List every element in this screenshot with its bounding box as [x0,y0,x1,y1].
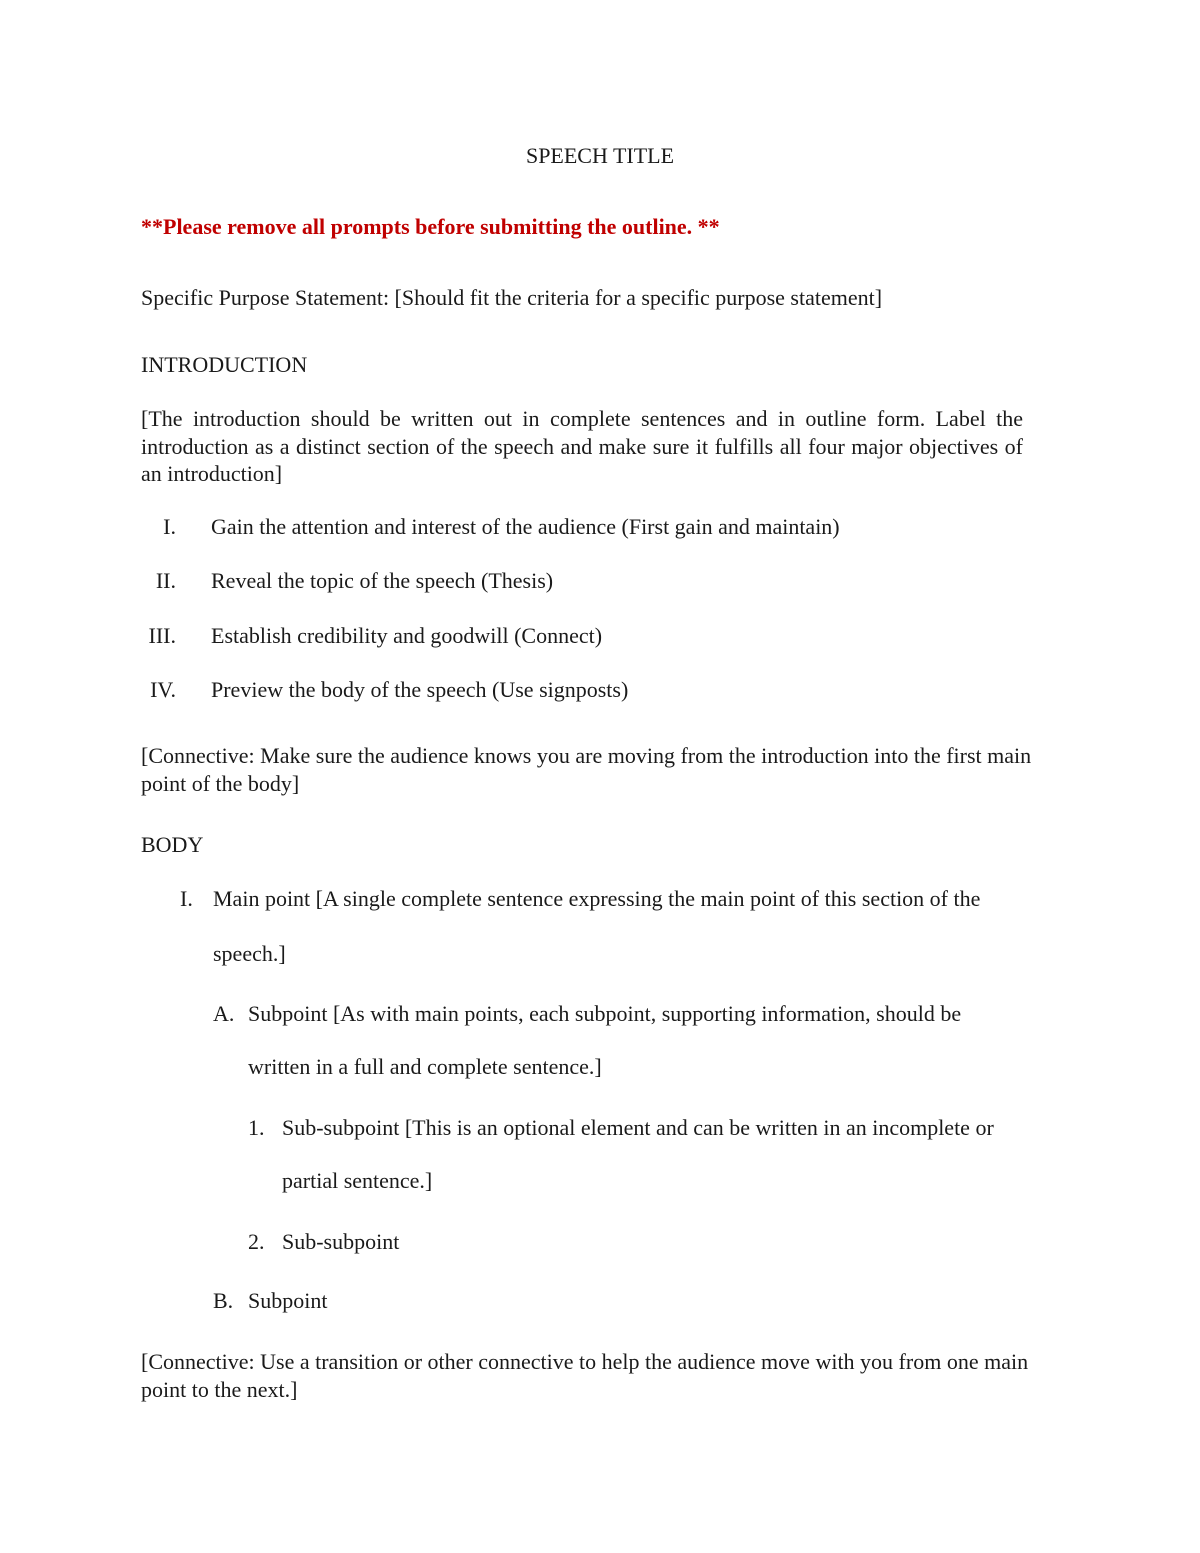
intro-item-text: Preview the body of the speech (Use signposts) [211,677,629,702]
subsubpoint-number-2: 2. [248,1229,265,1254]
subsubpoint-2-text: Sub-subpoint [282,1229,400,1254]
subpoint-b-text: Subpoint [248,1288,328,1313]
remove-prompts-warning: **Please remove all prompts before submitting the outline. ** [141,214,720,239]
intro-item-text: Reveal the topic of the speech (Thesis) [211,568,554,593]
roman-numeral: IV. [150,677,176,702]
main-point-numeral: I. [180,886,193,911]
subpoint-a-line-2: written in a full and complete sentence.] [248,1054,602,1079]
subsubpoint-1-line-2: partial sentence.] [282,1168,433,1193]
subpoint-letter-a: A. [213,1001,235,1026]
main-point-line-2: speech.] [213,941,286,966]
subsubpoint-1-line-1: Sub-subpoint [This is an optional element and can be written in an incomplete or [282,1115,994,1140]
intro-connective: [Connective: Make sure the audience knows you are moving from the introduction into the first main point of the body] [141,743,1032,796]
speech-title: SPEECH TITLE [525,143,675,168]
intro-item-text: Gain the attention and interest of the audience (First gain and maintain) [211,514,840,539]
specific-purpose-statement: Specific Purpose Statement: [Should fit the criteria for a specific purpose statement] [141,285,883,310]
roman-numeral: II. [155,568,176,593]
roman-numeral: I. [163,514,176,539]
subsubpoint-number-1: 1. [248,1115,265,1140]
main-point-line-1: Main point [A single complete sentence expressing the main point of this section of the [213,886,981,911]
intro-item-text: Establish credibility and goodwill (Connect) [211,623,603,648]
body-heading: BODY [141,832,204,857]
roman-numeral: III. [148,623,176,648]
body-connective: [Connective: Use a transition or other connective to help the audience move with you from one main point to the next.] [141,1349,1029,1402]
introduction-prompt: [The introduction should be written out in complete sentences and in outline form. Label the introduction as a distinct section of the speech and make sure it fulfills all four major objectives of an introduction] [141,406,1023,486]
subpoint-a-line-1: Subpoint [As with main points, each subpoint, supporting information, should be [248,1001,962,1026]
subpoint-letter-b: B. [213,1288,234,1313]
introduction-heading: INTRODUCTION [141,352,308,377]
